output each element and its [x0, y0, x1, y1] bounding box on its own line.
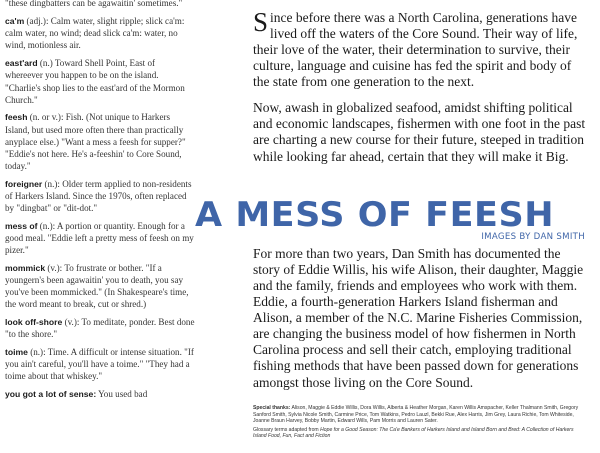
glossary-term: look off-shore: [5, 316, 63, 327]
glossary-definition: (n.): Older term applied to non-residents of Harkers Island. Since the 1970s, often replaced by "dingbat" or "dit-dot.": [5, 178, 192, 214]
drop-cap: S: [253, 7, 269, 37]
glossary-term: foreigner: [5, 178, 43, 189]
glossary-entry: [5, 178, 195, 215]
glossary-entry: [5, 388, 195, 400]
glossary-source: [253, 427, 587, 440]
article-title: A MESS OF FEESH: [195, 195, 555, 234]
glossary-definition: (n.): Time. A difficult or intense situation. "If you ain't careful, you'll have a toime." "They had a toime about that whiskey.": [5, 346, 194, 382]
glossary-entry: [5, 220, 195, 257]
glossary-term: mess of: [5, 220, 38, 231]
glossary-definition: "these dingbatters can be agawaitin' sometimes.": [5, 0, 183, 8]
glossary-entry: [5, 262, 195, 311]
glossary-column: [5, 0, 195, 406]
glossary-term: toime: [5, 346, 28, 357]
glossary-definition: (v.): To frustrate or bother. "If a youngern's been agawaitin' you to death, you say you've been mommicked." (In Shakespeare's time, the word meant to break, cut or shred.): [5, 262, 189, 310]
special-thanks-label: Special thanks:: [253, 405, 291, 411]
glossary-definition: (n.): A portion or quantity. Enough for a good meal. "Eddie left a pretty mess of feesh on my pizer.": [5, 220, 194, 256]
glossary-definition: (n.) Toward Shell Point, East of whereever you happen to be on the island. "Charlie's shop lies to the east'ard of the Mormon Church.": [5, 58, 185, 105]
acknowledgements: [253, 405, 587, 442]
glossary-entry: [5, 0, 195, 9]
glossary-entry: [5, 346, 195, 383]
glossary-entry: [5, 316, 195, 341]
special-thanks-names: Alison, Maggie & Eddie Willis, Dora Willis, Alberta & Heather Morgan, Karen Willis Amspacher, Keller Thalmann Smith, Gregory Sanford Smith, Sylvia Nicole Smith, Carmine Price, Tom Watkins, Pedro Lauzl, Bekki Rue, Alex Harris, Jim Grey, Laura Richie, Tom Whiteside, Joanne Braun Harvey, Bobby Martin, Edward Wills, Pam Morris and Lauren Sater.: [253, 405, 579, 425]
photo-credit: IMAGES BY DAN SMITH: [481, 232, 585, 242]
glossary-entry: [5, 15, 195, 52]
glossary-term: you got a lot of sense:: [5, 389, 97, 400]
special-thanks: [253, 405, 587, 425]
glossary-definition: (adj.): Calm water, slight ripple; slick ca'm: calm water, no wind; dead slick ca'm: water, no wind, motionless air.: [5, 15, 185, 51]
glossary-definition: (v.): To meditate, ponder. Best done "to the shore.": [5, 316, 195, 340]
glossary-definition: You used bad: [96, 389, 148, 400]
glossary-source-prefix: Glossary terms adapted from: [253, 426, 321, 433]
glossary-term: east'ard: [5, 58, 38, 69]
glossary-term: mommick: [5, 262, 46, 273]
glossary-term: ca'm: [5, 15, 25, 26]
body-paragraph: For more than two years, Dan Smith has documented the story of Eddie Willis, his wife Alison, their daughter, Maggie and the family, friends and employees who work with them. Eddie, a fourth-generation Harkers Island fisherman and Alison, a member of the N.C. Marine Fisheries Commission, are changing the business model of how fishermen in North Carolina process and sell their catch, employing traditional fishing methods that have been passed down for generations amongst those living on the Core Sound.: [253, 246, 584, 390]
glossary-definition: (n. or v.): Fish. (Not unique to Harkers Island, but used more often there than practically anyplace else.) "Want a mess a feesh for supper?" "Eddie's not here. He's a-feeshin' to Core Sound, today.": [5, 112, 186, 171]
intro-text: [253, 7, 587, 165]
intro-paragraph-2: Now, awash in globalized seafood, amidst shifting political and economic landscapes, fishermen with one foot in the past are charting a new course for their future, steeped in tradition while looking far ahead, certain that they will make it Big.: [253, 100, 586, 164]
intro-paragraph-1: [253, 7, 587, 90]
glossary-source-title: Hope for a Good Season: The Ca'e Bankers of Harkers Island and Island Born and Bred: A Collection of Harkers Island Food, Fun, Fact and Fiction: [253, 426, 574, 440]
glossary-entry: [5, 57, 195, 106]
glossary-term: feesh: [5, 112, 28, 123]
body-text: [253, 246, 587, 391]
intro-paragraph-1-text: ince before there was a North Carolina, generations have lived off the waters of the Core Sound. Their way of life, their love of the water, their determination to survive, their culture, language and cuisine has fed the spirit and body of the state from one generation to the next.: [253, 10, 578, 90]
glossary-entry: [5, 111, 195, 172]
